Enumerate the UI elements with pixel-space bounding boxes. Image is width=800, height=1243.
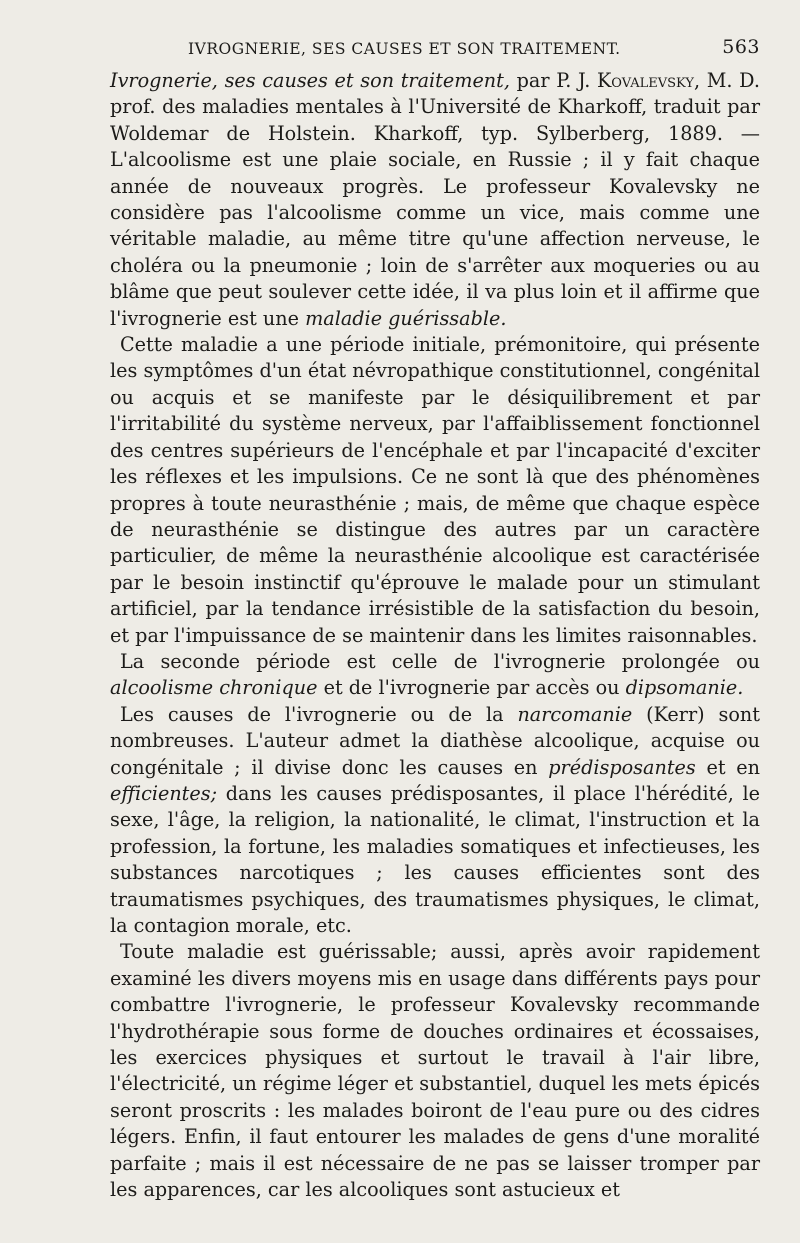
paragraph-review-intro	[110, 68, 760, 332]
second-period-text-a: La seconde période est celle de l'ivrognerie prolongée ou	[120, 649, 760, 673]
intro-text: M. D. prof. des maladies mentales à l'Université de Kharkoff, traduit par Woldemar de Holstein. Kharkoff, typ. Sylberberg, 1889. — L'alcoolisme est une plaie sociale, en Russie ; il y fait chaque année de nouveaux progrès. Le professeur Kovalevsky ne considère pas l'alcoolisme comme un vice, mais comme une véritable maladie, au même titre qu'une affection nerveuse, le choléra ou la pneumonie ; loin de s'arrêter aux moqueries ou au blâme que peut soulever cette idée, il va plus loin et il affirme que l'ivrognerie est une	[110, 69, 760, 330]
page-number: 563	[722, 36, 760, 58]
term-dipsomanie: dipsomanie.	[625, 676, 744, 700]
causes-text-e: et en	[695, 755, 760, 779]
paragraph-causes	[110, 702, 760, 940]
book-title: Ivrognerie, ses causes et son traitement,	[110, 69, 510, 92]
term-narcomanie: narcomanie	[517, 702, 633, 726]
treatment-text: Toute maladie est guérissable; aussi, après avoir rapidement examiné les divers moyens mis en usage dans différents pays pour combattre l'ivrognerie, le professeur Kovalevsky recommande l'hydrothérapie sous forme de douches ordinaires et écossaises, les exercices physiques et surtout le travail à l'air libre, l'électricité, un régime léger et substantiel, duquel les mets épicés seront proscrits : les malades boiront de l'eau pure ou des cidres légers. Enfin, il faut entourer les malades de gens d'une moralité parfaite ; mais il est nécessaire de ne pas se laisser tromper par les apparences, car les alcooliques sont astucieux et	[110, 940, 760, 1202]
second-period-text-c: et de l'ivrognerie par accès ou	[317, 676, 626, 700]
paragraph-treatment	[110, 939, 760, 1203]
running-title: IVROGNERIE, SES CAUSES ET SON TRAITEMENT.	[188, 40, 621, 58]
page-header	[110, 34, 760, 64]
intro-emphasis: maladie guérissable.	[305, 306, 507, 330]
author-name: Kovalevsky,	[596, 69, 701, 92]
causes-text-a: Les causes de l'ivrognerie ou de la	[120, 702, 518, 726]
page-body	[110, 68, 760, 1203]
causes-text-c: (Kerr) sont nombreuses. L'auteur admet la diathèse alcoolique, acquise ou congénitale ; il divise donc les causes en	[110, 702, 760, 779]
paragraph-second-period	[110, 649, 760, 702]
causes-text-g: dans les causes prédisposantes, il place l'hérédité, le sexe, l'âge, la religion, la nationalité, le climat, l'instruction et la profession, la fortune, les maladies somatiques et infectieuses, les substances narcotiques ; les causes efficientes sont des traumatismes psychiques, des traumatismes physiques, le climat, la contagion morale, etc.	[110, 781, 760, 937]
term-predisposantes: prédisposantes	[548, 755, 696, 779]
initial-period-text: Cette maladie a une période initiale, prémonitoire, qui présente les symptômes d'un état névropathique constitutionnel, congénital ou acquis et se manifeste par le désiquilibrement et par l'irritabilité du système nerveux, par l'affaiblissement fonctionnel des centres supérieurs de l'encéphale et par l'incapacité d'exciter les réflexes et les impulsions. Ce ne sont là que des phénomènes propres à toute neurasthénie ; mais, de même que chaque espèce de neurasthénie se distingue des autres par un caractère particulier, de même la neurasthénie alcoolique est caractérisée par le besoin instinctif qu'éprouve le malade pour un stimulant artificiel, par la tendance irrésistible de la satisfaction du besoin, et par l'impuissance de se maintenir dans les limites raisonnables.	[110, 333, 760, 647]
paragraph-initial-period	[110, 332, 760, 649]
term-alcoolisme-chronique: alcoolisme chronique	[110, 676, 318, 700]
author-prefix: par P. J.	[509, 69, 597, 92]
term-efficientes: efficientes;	[110, 781, 218, 805]
